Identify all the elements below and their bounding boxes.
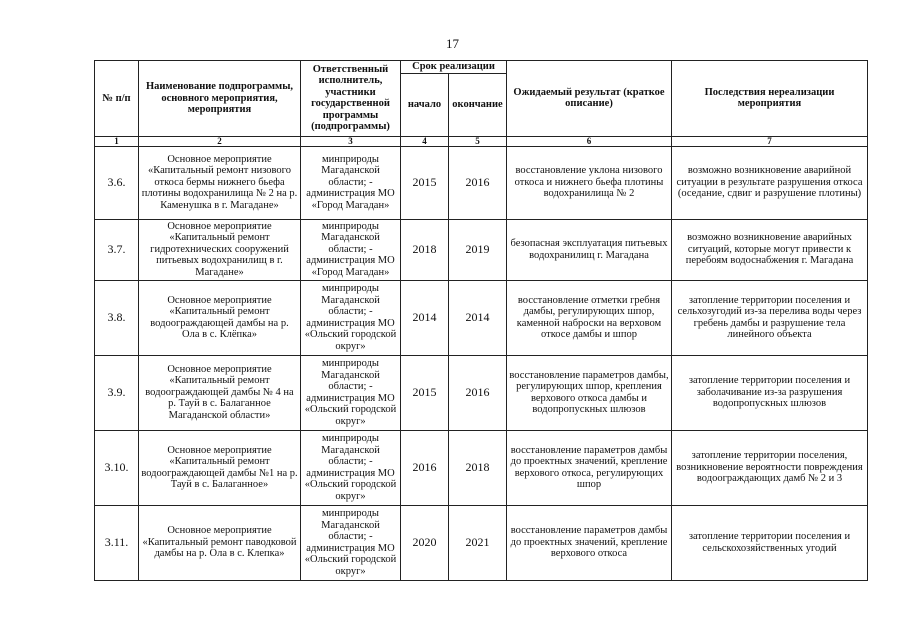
row-number: 3.9. bbox=[95, 355, 139, 430]
column-number: 3 bbox=[301, 136, 401, 146]
column-number-row bbox=[95, 136, 868, 146]
row-number: 3.6. bbox=[95, 146, 139, 219]
header-end: окончание bbox=[449, 73, 507, 136]
column-number: 2 bbox=[139, 136, 301, 146]
header-no: № п/п bbox=[95, 61, 139, 137]
column-number: 5 bbox=[449, 136, 507, 146]
responsible-executor: минприроды Магаданской области; - администрация МО «Ольский городской округ» bbox=[301, 430, 401, 505]
header-result: Ожидаемый результат (краткое описание) bbox=[507, 61, 672, 137]
responsible-executor: минприроды Магаданской области; - администрация МО «Ольский городской округ» bbox=[301, 280, 401, 355]
activity-name: Основное мероприятие «Капитальный ремонт паводковой дамбы на р. Ола в с. Клепка» bbox=[139, 505, 301, 580]
responsible-executor: минприроды Магаданской области; - администрация МО «Город Магадан» bbox=[301, 146, 401, 219]
start-year: 2015 bbox=[401, 355, 449, 430]
responsible-executor: минприроды Магаданской области; - администрация МО «Ольский городской округ» bbox=[301, 505, 401, 580]
start-year: 2018 bbox=[401, 219, 449, 280]
header-row bbox=[95, 61, 868, 74]
column-number: 1 bbox=[95, 136, 139, 146]
table-row bbox=[95, 430, 868, 505]
expected-result: восстановление параметров дамбы, регулирующих шпор, крепления верхового откоса дамбы и водопропускных шлюзов bbox=[507, 355, 672, 430]
end-year: 2021 bbox=[449, 505, 507, 580]
activity-name: Основное мероприятие «Капитальный ремонт водоограждающей дамбы № 4 на р. Тауй в с. Балаганное Магаданской области» bbox=[139, 355, 301, 430]
table-row bbox=[95, 219, 868, 280]
page-number: 17 bbox=[446, 36, 459, 51]
activity-name: Основное мероприятие «Капитальный ремонт гидротехнических сооружений питьевых водохранилищ в г. Магадане» bbox=[139, 219, 301, 280]
table-row bbox=[95, 505, 868, 580]
expected-result: восстановление параметров дамбы до проектных значений, крепление верхового откоса, регулирующих шпор bbox=[507, 430, 672, 505]
non-implementation-consequences: затопление территории поселения и сельхозугодий из-за перелива воды через гребень дамбы и разрушение тела линейного объекта bbox=[672, 280, 868, 355]
row-number: 3.10. bbox=[95, 430, 139, 505]
header-start: начало bbox=[401, 73, 449, 136]
header-responsible: Ответственный исполнитель, участники государственной программы (подпрограммы) bbox=[301, 61, 401, 137]
expected-result: восстановление отметки гребня дамбы, регулирующих шпор, каменной наброски на верховом откосе дамбы и шпор bbox=[507, 280, 672, 355]
start-year: 2020 bbox=[401, 505, 449, 580]
non-implementation-consequences: затопление территории поселения и заболачивание из-за разрушения водопропускных шлюзов bbox=[672, 355, 868, 430]
header-name: Наименование подпрограммы, основного мероприятия, мероприятия bbox=[139, 61, 301, 137]
header-consequences: Последствия нереализации мероприятия bbox=[672, 61, 868, 137]
start-year: 2015 bbox=[401, 146, 449, 219]
table-row bbox=[95, 146, 868, 219]
non-implementation-consequences: затопление территории поселения и сельскохозяйственных угодий bbox=[672, 505, 868, 580]
end-year: 2014 bbox=[449, 280, 507, 355]
program-activities-table bbox=[94, 60, 868, 581]
start-year: 2016 bbox=[401, 430, 449, 505]
end-year: 2016 bbox=[449, 146, 507, 219]
end-year: 2016 bbox=[449, 355, 507, 430]
expected-result: восстановление параметров дамбы до проектных значений, крепление верхового откоса bbox=[507, 505, 672, 580]
expected-result: безопасная эксплуатация питьевых водохранилищ г. Магадана bbox=[507, 219, 672, 280]
row-number: 3.7. bbox=[95, 219, 139, 280]
non-implementation-consequences: затопление территории поселения, возникновение вероятности повреждения водоограждающих дамб № 2 и 3 bbox=[672, 430, 868, 505]
responsible-executor: минприроды Магаданской области; - администрация МО «Ольский городской округ» bbox=[301, 355, 401, 430]
column-number: 7 bbox=[672, 136, 868, 146]
start-year: 2014 bbox=[401, 280, 449, 355]
end-year: 2018 bbox=[449, 430, 507, 505]
column-number: 6 bbox=[507, 136, 672, 146]
responsible-executor: минприроды Магаданской области; - администрация МО «Город Магадан» bbox=[301, 219, 401, 280]
column-number: 4 bbox=[401, 136, 449, 146]
activity-name: Основное мероприятие «Капитальный ремонт низового откоса бермы нижнего бьефа плотины водохранилища № 2 на р. Каменушка в г. Магадане» bbox=[139, 146, 301, 219]
end-year: 2019 bbox=[449, 219, 507, 280]
activity-name: Основное мероприятие «Капитальный ремонт водоограждающей дамбы №1 на р. Тауй в с. Балаганное» bbox=[139, 430, 301, 505]
header-term: Срок реализации bbox=[401, 61, 507, 74]
non-implementation-consequences: возможно возникновение аварийных ситуаций, которые могут привести к перебоям водоснабжения г. Магадана bbox=[672, 219, 868, 280]
non-implementation-consequences: возможно возникновение аварийной ситуации в результате разрушения откоса (оседание, сдвиг и разрушение плотины) bbox=[672, 146, 868, 219]
row-number: 3.8. bbox=[95, 280, 139, 355]
table-row bbox=[95, 355, 868, 430]
table-row bbox=[95, 280, 868, 355]
activity-name: Основное мероприятие «Капитальный ремонт водоограждающей дамбы на р. Ола в с. Клёпка» bbox=[139, 280, 301, 355]
expected-result: восстановление уклона низового откоса и нижнего бьефа плотины водохранилища № 2 bbox=[507, 146, 672, 219]
row-number: 3.11. bbox=[95, 505, 139, 580]
